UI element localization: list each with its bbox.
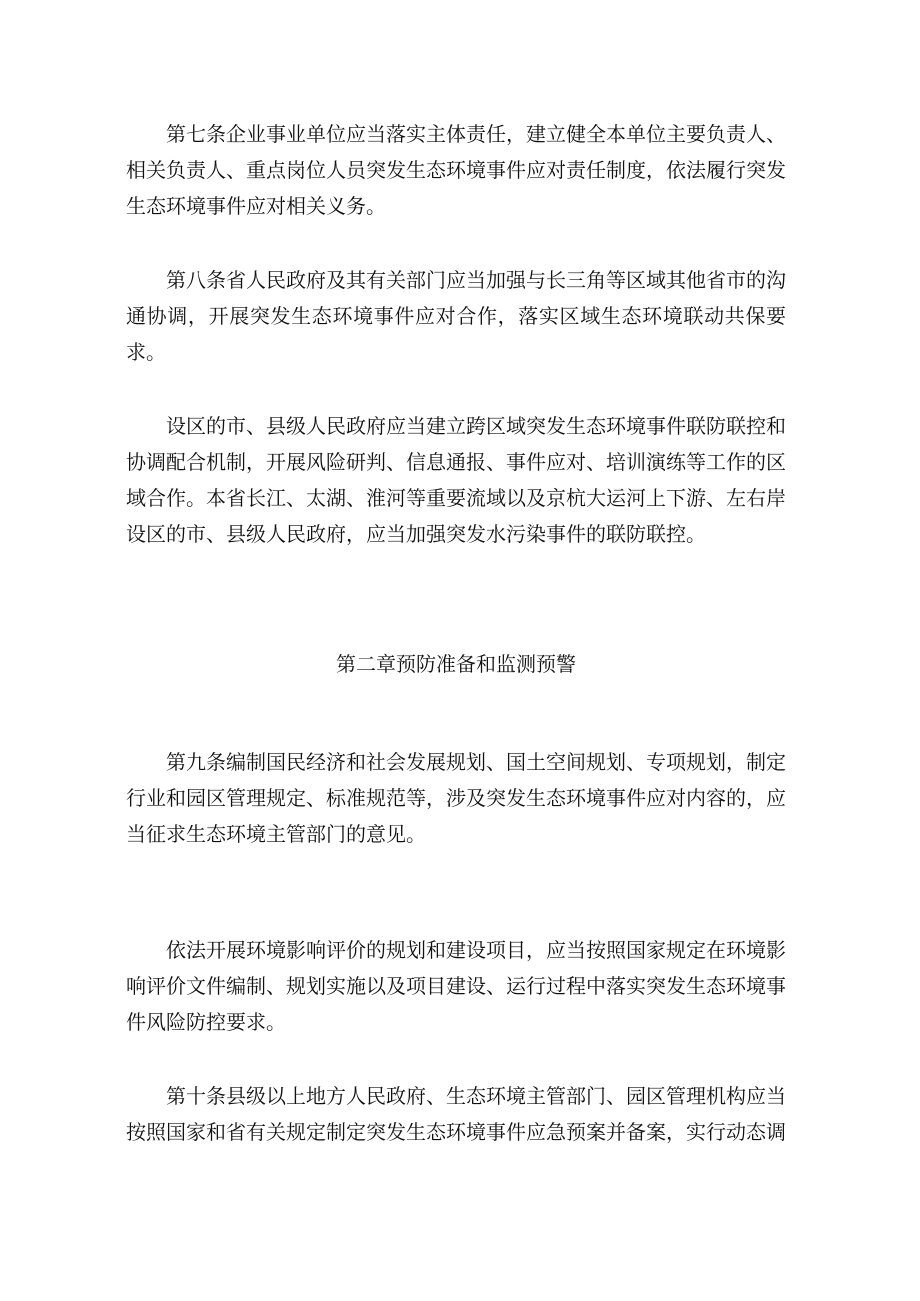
paragraph-environmental-assessment: 依法开展环境影响评价的规划和建设项目，应当按照国家规定在环境影响评价文件编制、规划实施以及项目建设、运行过程中落实突发生态环境事件风险防控要求。 bbox=[126, 938, 786, 1034]
paragraph-article-8: 第八条省人民政府及其有关部门应当加强与长三角等区域其他省市的沟通协调，开展突发生态环境事件应对合作，落实区域生态环境联动共保要求。 bbox=[126, 268, 786, 364]
paragraph-regional-cooperation: 设区的市、县级人民政府应当建立跨区域突发生态环境事件联防联控和协调配合机制，开展风险研判、信息通报、事件应对、培训演练等工作的区域合作。本省长江、太湖、淮河等重要流域以及京杭大运河上下游、左右岸设区的市、县级人民政府，应当加强突发水污染事件的联防联控。 bbox=[126, 414, 786, 546]
paragraph-article-7: 第七条企业事业单位应当落实主体责任，建立健全本单位主要负责人、相关负责人、重点岗位人员突发生态环境事件应对责任制度，依法履行突发生态环境事件应对相关义务。 bbox=[126, 122, 786, 218]
chapter-heading: 第二章预防准备和监测预警 bbox=[336, 652, 576, 676]
paragraph-article-9: 第九条编制国民经济和社会发展规划、国土空间规划、专项规划，制定行业和园区管理规定、标准规范等，涉及突发生态环境事件应对内容的，应当征求生态环境主管部门的意见。 bbox=[126, 750, 786, 846]
paragraph-article-10: 第十条县级以上地方人民政府、生态环境主管部门、园区管理机构应当按照国家和省有关规定制定突发生态环境事件应急预案并备案，实行动态调 bbox=[126, 1084, 786, 1144]
